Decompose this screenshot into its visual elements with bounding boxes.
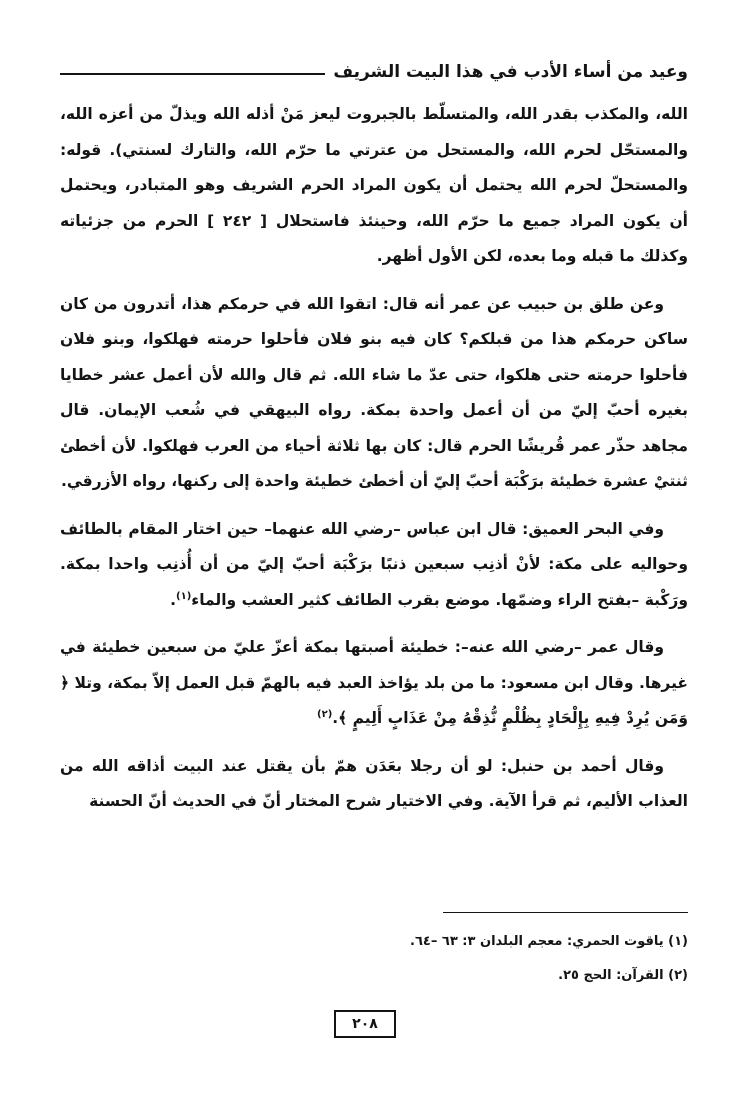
paragraph-2: وعن طلق بن حبيب عن عمر أنه قال: اتقوا الله في حرمكم هذا، أتدرون من كان ساكن حرمكم هذا من قبلكم؟ كان فيه بنو فلان فأحلوا حرمته فهلكوا، وبنو فلان فأحلوا حرمته حتى هلكوا، حتى عدّ ما شاء الله. ثم قال والله لأن أعمل عشر خطايا بغيره أحبّ إليّ من أن أعمل واحدة بمكة. رواه البيهقي في شُعب الإيمان. قال مجاهد حذّر عمر قُريشًا الحرم قال: كان بها ثلاثة أحياء من العرب فهلكوا. لأن أخطئ ثنتيْ عشرة خطيئة برَكْبَة أحبّ إليّ أن أخطئ خطيئة واحدة إلى ركنها، رواه الأزرقي. xyxy=(60,294,688,490)
paragraph-1: الله، والمكذب بقدر الله، والمتسلّط بالجبروت ليعز مَنْ أذله الله ويذلّ من أعزه الله، والمستحّل لحرم الله، والمستحل من عترتي ما حرّم الله، والتارك لسنتي). قوله: والمستحلّ لحرم الله يحتمل أن يكون المراد الحرم الشريف وهو المتبادر، ويحتمل أن يكون المراد جميع ما حرّم الله، وحينئذ فاستحلال [ ٢٤٢ ] الحرم من جزئياته وكذلك ما قبله وما بعده، لكن الأول أظهر. xyxy=(60,105,688,265)
paragraph-4-text: وقال عمر –رضي الله عنه–: خطيئة أصبتها بمكة أعزّ عليّ من سبعين خطيئة في غيرها. وقال ابن مسعود: ما من بلد يؤاخذ العبد فيه بالهمّ قبل العمل إلاّ بمكة، وتلا ﴿ وَمَن يُرِدْ فِيهِ بِإِلْحَادٍ بِظُلْمٍ نُّذِقْهُ مِنْ عَذَابٍ أَلِيمٍ ﴾. xyxy=(60,638,688,727)
footnote-ref-2: (٢) xyxy=(317,708,333,720)
header-rule xyxy=(60,73,325,75)
running-header-title: وعيد من أساء الأدب في هذا البيت الشريف xyxy=(333,62,688,82)
paragraph-5: وقال أحمد بن حنبل: لو أن رجلا بعَدَن همّ بأن يقتل عند البيت أذاقه الله من العذاب الأليم، ثم قرأ الآية. وفي الاختيار شرح المختار أنّ في الحديث أنّ الحسنة xyxy=(60,756,688,810)
footnote-ref-1: (١) xyxy=(176,590,192,602)
running-header xyxy=(60,52,688,92)
footnote-2: (٢) القرآن: الحج ٢٥. xyxy=(558,968,688,983)
paragraph-4 xyxy=(60,630,688,737)
footnote-1: (١) ياقوت الحمري: معجم البلدان ٣: ٦٣ –٦٤. xyxy=(410,934,688,949)
paragraph-3-text: وفي البحر العميق: قال ابن عباس –رضي الله عنهما– حين اختار المقام بالطائف وحواليه على مكة: لأنْ أذنِب سبعين ذنبًا برَكْبَة أحبّ إليّ من أن أُذنِب واحدا بمكة. ورَكْبة –بفتح الراء وضمّها. موضع بقرب الطائف كثير العشب والماء xyxy=(60,519,688,609)
page-number: ٢٠٨ xyxy=(334,1010,396,1038)
paragraph-3: وفي البحر العميق: قال ابن عباس –رضي الله عنهما– حين اختار المقام بالطائف وحواليه على مكة: لأنْ أذنِب سبعين ذنبًا برَكْبَة أحبّ إليّ من أن أُذنِب واحدا بمكة. ورَكْبة –بفتح الراء وضمّها. موضع بقرب الطائف كثير العشب والماء$^{(١)}$. xyxy=(60,519,688,609)
footnote-separator xyxy=(443,912,688,913)
footnotes xyxy=(60,925,688,993)
body-text xyxy=(60,97,688,832)
